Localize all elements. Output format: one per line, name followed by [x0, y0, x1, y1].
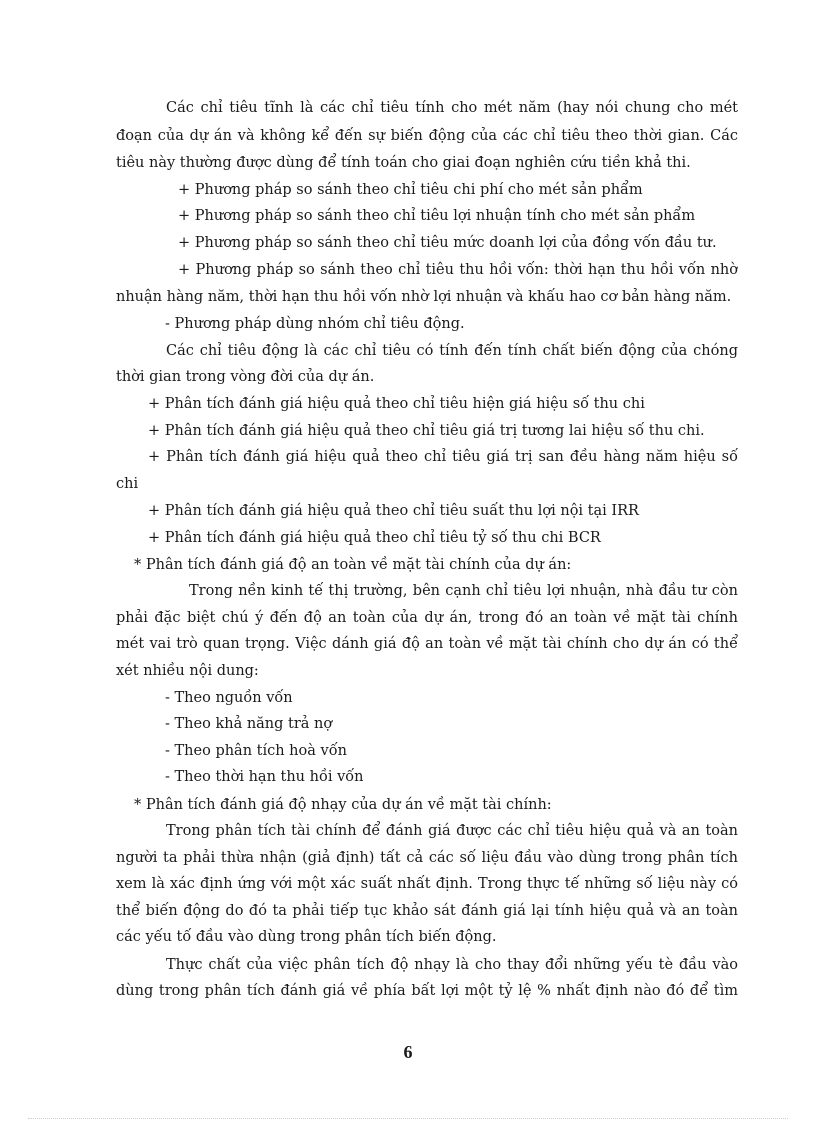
text-line: + Phương pháp so sánh theo chỉ tiêu mức doanh lợi của đồng vốn đầu tư.: [178, 235, 717, 251]
text-line: Các chỉ tiêu động là các chỉ tiêu có tính đến tính chất biến động của chóng: [166, 343, 738, 359]
text-line: - Phương pháp dùng nhóm chỉ tiêu động.: [165, 316, 465, 332]
text-line: thể biến động do đó ta phải tiếp tục khảo sát đánh giá lại tính hiệu quả và an toàn: [116, 903, 738, 919]
text-line: + Phân tích đánh giá hiệu quả theo chỉ tiêu giá trị tương lai hiệu số thu chi.: [148, 423, 705, 439]
text-line: mét vai trò quan trọng. Việc dánh giá độ an toàn về mặt tài chính cho dự án có thể: [116, 636, 738, 652]
text-line: + Phân tích đánh giá hiệu quả theo chỉ tiêu hiện giá hiệu số thu chi: [148, 396, 645, 412]
text-line: Trong phân tích tài chính để đánh giá được các chỉ tiêu hiệu quả và an toàn: [166, 823, 738, 839]
text-line: - Theo phân tích hoà vốn: [165, 743, 347, 759]
text-line: - Theo thời hạn thu hồi vốn: [165, 769, 364, 785]
text-line: Trong nền kinh tế thị trường, bên cạnh chỉ tiêu lợi nhuận, nhà đầu tư còn: [189, 583, 738, 599]
page-number: 6: [403, 1042, 413, 1062]
text-line: + Phương pháp so sánh theo chỉ tiêu chi phí cho mét sản phẩm: [178, 182, 643, 198]
text-line: xét nhiều nội dung:: [116, 663, 259, 679]
text-line: + Phương pháp so sánh theo chỉ tiêu lợi nhuận tính cho mét sản phẩm: [178, 208, 696, 224]
text-line: phải đặc biệt chú ý đến độ an toàn của dự án, trong đó an toàn về mặt tài chính: [116, 610, 738, 626]
text-line: người ta phải thừa nhận (giả định) tất cả các số liệu đầu vào dùng trong phân tích: [116, 850, 738, 866]
text-line: Thực chất của việc phân tích độ nhạy là cho thay đổi những yếu tè đầu vào: [166, 957, 738, 973]
text-line: Các chỉ tiêu tĩnh là các chỉ tiêu tính cho mét năm (hay nói chung cho mét: [166, 100, 738, 116]
text-line: chi: [116, 476, 139, 492]
text-line: + Phân tích đánh giá hiệu quả theo chỉ tiêu suất thu lợi nội tại IRR: [148, 503, 639, 519]
text-line: - Theo nguồn vốn: [165, 690, 293, 706]
page-bottom-divider: [28, 1118, 788, 1119]
text-line: * Phân tích đánh giá độ nhạy của dự án về mặt tài chính:: [134, 797, 552, 813]
text-line: nhuận hàng năm, thời hạn thu hồi vốn nhờ lợi nhuận và khấu hao cơ bản hàng năm.: [116, 289, 732, 305]
text-line: - Theo khả năng trả nợ: [165, 716, 333, 732]
text-line: + Phân tích đánh giá hiệu quả theo chỉ tiêu giá trị san đều hàng năm hiệu số: [148, 449, 738, 465]
text-line: + Phân tích đánh giá hiệu quả theo chỉ tiêu tỷ số thu chi BCR: [148, 530, 601, 546]
text-line: * Phân tích đánh giá độ an toàn về mặt tài chính của dự án:: [134, 557, 572, 573]
text-line: tiêu này thường được dùng để tính toán cho giai đoạn nghiên cứu tiền khả thi.: [116, 155, 691, 171]
text-line: đoạn của dự án và không kể đến sự biến động của các chỉ tiêu theo thời gian. Các: [116, 128, 738, 144]
text-line: dùng trong phân tích đánh giá về phía bất lợi một tỷ lệ % nhất định nào đó để tìm: [116, 983, 738, 999]
text-line: xem là xác định ứng với một xác suất nhất định. Trong thực tế những số liệu này có: [116, 876, 738, 892]
text-line: thời gian trong vòng đời của dự án.: [116, 369, 375, 385]
text-line: + Phương pháp so sánh theo chỉ tiêu thu hồi vốn: thời hạn thu hồi vốn nhờ: [178, 262, 738, 278]
text-line: các yếu tố đầu vào dùng trong phân tích biến động.: [116, 929, 497, 945]
